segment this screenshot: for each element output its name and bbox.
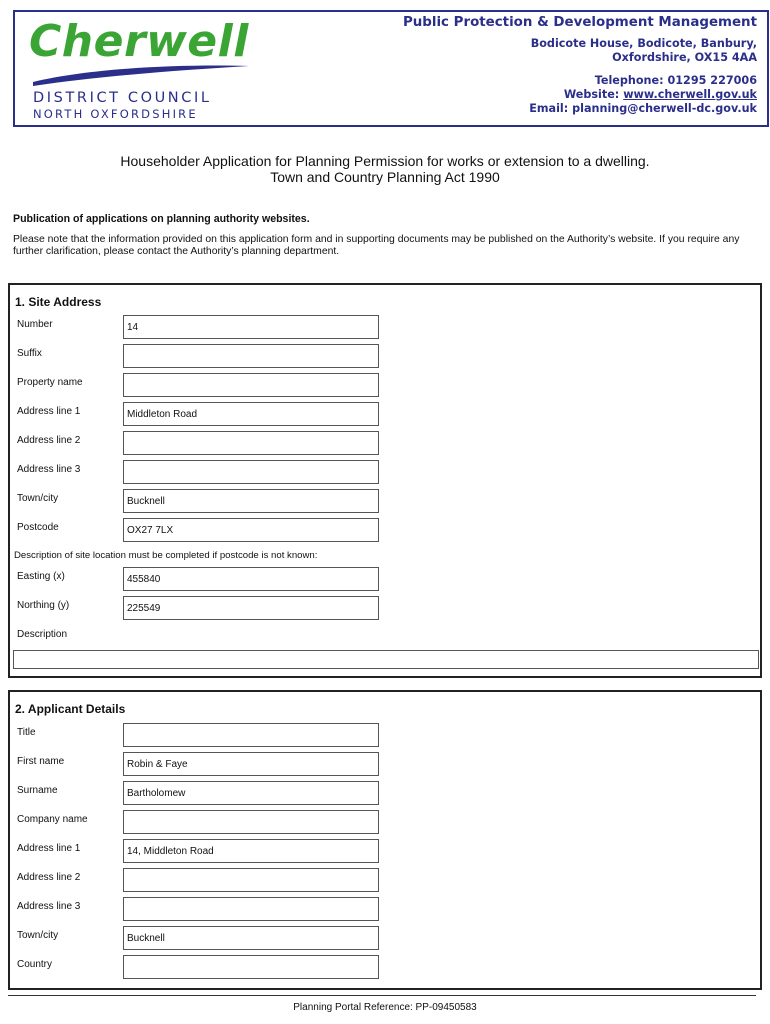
site-address-section bbox=[8, 283, 762, 678]
field-label: Address line 2 bbox=[17, 435, 81, 446]
address-line-1-field[interactable]: Middleton Road bbox=[123, 402, 379, 426]
field-label: First name bbox=[17, 756, 65, 767]
company-name-field[interactable] bbox=[123, 810, 379, 834]
title-field[interactable] bbox=[123, 723, 379, 747]
town-city-field[interactable]: Bucknell bbox=[123, 926, 379, 950]
surname-field[interactable]: Bartholomew bbox=[123, 781, 379, 805]
field-label: Town/city bbox=[17, 493, 59, 504]
letterhead bbox=[13, 10, 769, 127]
description-field[interactable] bbox=[13, 650, 759, 669]
section-title: 1. Site Address bbox=[15, 295, 102, 309]
logo-swoosh-icon bbox=[31, 60, 251, 86]
publication-heading: Publication of applications on planning authority websites. bbox=[13, 213, 310, 225]
portal-reference: Planning Portal Reference: PP-09450583 bbox=[293, 1002, 477, 1013]
email-row bbox=[403, 102, 757, 116]
field-label: Easting (x) bbox=[17, 571, 65, 582]
field-label: Address line 3 bbox=[17, 901, 81, 912]
field-label: Address line 1 bbox=[17, 406, 81, 417]
title-line-2: Town and Country Planning Act 1990 bbox=[270, 169, 500, 185]
address-line-1-field[interactable]: 14, Middleton Road bbox=[123, 839, 379, 863]
email-link[interactable]: planning@cherwell-dc.gov.uk bbox=[572, 102, 757, 115]
website-label: Website: bbox=[563, 88, 624, 101]
website-link[interactable]: www.cherwell.gov.uk bbox=[623, 88, 757, 101]
title-line-1: Householder Application for Planning Permission for works or extension to a dwelling. bbox=[120, 153, 650, 169]
address-line-2: Oxfordshire, OX15 4AA bbox=[612, 51, 757, 64]
address-line-3-field[interactable] bbox=[123, 460, 379, 484]
field-label: Number bbox=[17, 319, 53, 330]
website-row bbox=[403, 88, 757, 102]
telephone: Telephone: 01295 227006 bbox=[594, 74, 757, 87]
field-label: Title bbox=[17, 727, 36, 738]
document-title bbox=[0, 153, 770, 185]
location-note: Description of site location must be completed if postcode is not known: bbox=[14, 550, 318, 561]
easting-field[interactable]: 455840 bbox=[123, 567, 379, 591]
field-label: Address line 1 bbox=[17, 843, 81, 854]
northing-field[interactable]: 225549 bbox=[123, 596, 379, 620]
publication-text: Please note that the information provided on this application form and in supporting documents may be published on the Authority’s website. If you require any further clarification, please contact the Authority’s planning department. bbox=[13, 234, 740, 257]
contact-block bbox=[403, 14, 757, 116]
applicant-details-section bbox=[8, 690, 762, 990]
field-label: Postcode bbox=[17, 522, 59, 533]
number-field[interactable]: 14 bbox=[123, 315, 379, 339]
logo-wordmark: Cherwell bbox=[29, 16, 249, 67]
address-line-2-field[interactable] bbox=[123, 431, 379, 455]
council-logo bbox=[15, 12, 275, 125]
field-label: Address line 3 bbox=[17, 464, 81, 475]
field-label: Address line 2 bbox=[17, 872, 81, 883]
town-city-field[interactable]: Bucknell bbox=[123, 489, 379, 513]
address-line-2-field[interactable] bbox=[123, 868, 379, 892]
postcode-field[interactable]: OX27 7LX bbox=[123, 518, 379, 542]
property-name-field[interactable] bbox=[123, 373, 379, 397]
footer-divider bbox=[8, 995, 756, 996]
field-label: Property name bbox=[17, 377, 83, 388]
department-name: Public Protection & Development Management bbox=[402, 15, 757, 30]
description-label: Description bbox=[17, 629, 68, 640]
field-label: Northing (y) bbox=[17, 600, 70, 611]
logo-north-oxfordshire: NORTH OXFORDSHIRE bbox=[33, 107, 198, 121]
email-label: Email: bbox=[529, 102, 573, 115]
field-label: Company name bbox=[17, 814, 88, 825]
field-label: Town/city bbox=[17, 930, 59, 941]
field-label: Country bbox=[17, 959, 53, 970]
logo-district-council: DISTRICT COUNCIL bbox=[33, 90, 212, 106]
suffix-field[interactable] bbox=[123, 344, 379, 368]
address-line-1: Bodicote House, Bodicote, Banbury, bbox=[530, 37, 757, 50]
country-field[interactable] bbox=[123, 955, 379, 979]
field-label: Surname bbox=[17, 785, 58, 796]
field-label: Suffix bbox=[17, 348, 42, 359]
address-line-3-field[interactable] bbox=[123, 897, 379, 921]
first-name-field[interactable]: Robin & Faye bbox=[123, 752, 379, 776]
section-title: 2. Applicant Details bbox=[15, 702, 126, 716]
